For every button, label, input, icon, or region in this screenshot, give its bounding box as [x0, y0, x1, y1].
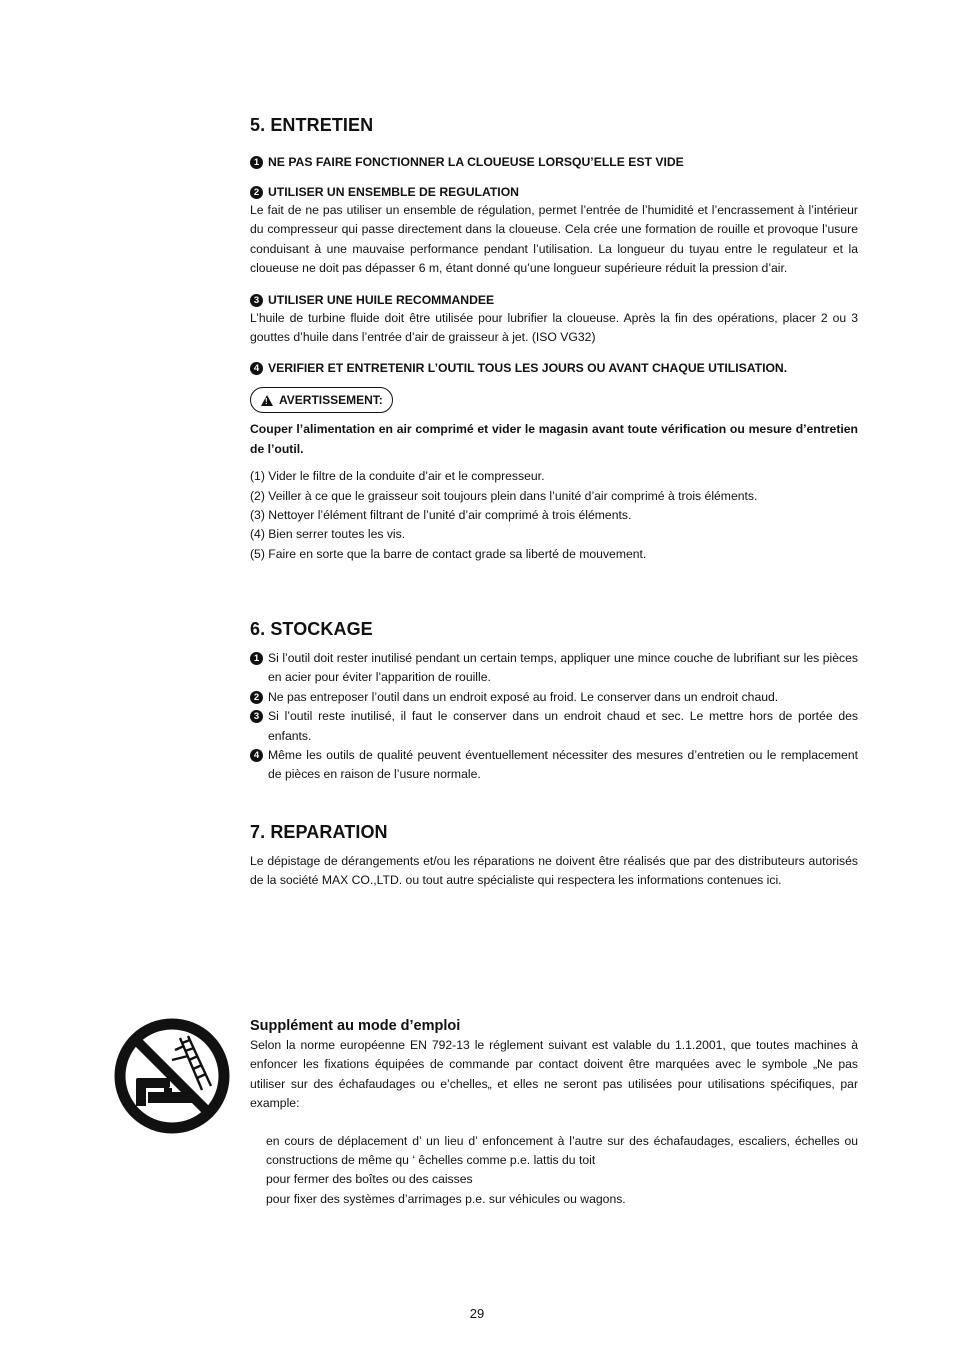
warning-text: Couper l’alimentation en air comprimé et vider le magasin avant toute vérification ou mesure d’entretien de l’outil. — [250, 422, 858, 456]
supplement-section — [250, 1017, 858, 1209]
section-title: 6. STOCKAGE — [250, 619, 373, 639]
entretien-item-1 — [250, 154, 858, 171]
list-item: (3) Nettoyer l’élément filtrant de l’unité d’air comprimé à trois éléments. — [250, 508, 632, 523]
item-text: Si l’outil reste inutilisé, il faut le conserver dans un endroit chaud et sec. Le mettre hors de portée des enfants. — [268, 709, 858, 743]
number-4-icon: 4 — [250, 749, 263, 762]
warning-label: AVERTISSEMENT: — [279, 393, 383, 408]
item-text: L’huile de turbine fluide doit être utilisée pour lubrifier la cloueuse. Après la fin des opérations, placer 2 ou 3 gouttes d’huile dans l’entrée d’air de graisseur à jet. (ISO VG32) — [250, 310, 858, 345]
reparation-text: Le dépistage de dérangements et/ou les réparations ne doivent être réalisés que par des distributeurs autorisés de la société MAX CO.,LTD. ou tout autre spécialiste qui respectera les informations contenues ici. — [250, 854, 858, 888]
entretien-item-4 — [250, 360, 858, 377]
number-3-icon: 3 — [250, 294, 263, 307]
section-title: 7. REPARATION — [250, 822, 388, 842]
list-item — [250, 688, 858, 707]
section-stockage — [250, 619, 858, 785]
number-1-icon: 1 — [250, 652, 263, 665]
example-item: pour fixer des systèmes d’arrimages p.e. sur véhicules ou wagons. — [266, 1191, 626, 1206]
example-item: pour fermer des boîtes ou des caisses — [266, 1172, 473, 1187]
section-entretien — [250, 115, 858, 564]
item-heading: UTILISER UNE HUILE RECOMMANDEE — [268, 292, 495, 307]
supplement-title: Supplément au mode d’emploi — [250, 1018, 461, 1034]
list-item: (1) Vider le filtre de la conduite d’air et le compresseur. — [250, 469, 545, 484]
warning-box — [250, 387, 858, 413]
warning-triangle-icon — [261, 395, 273, 406]
section-title: 5. ENTRETIEN — [250, 115, 374, 135]
item-heading: NE PAS FAIRE FONCTIONNER LA CLOUEUSE LORSQU’ELLE EST VIDE — [268, 155, 684, 169]
list-item: (4) Bien serrer toutes les vis. — [250, 527, 406, 542]
list-item — [250, 649, 858, 688]
section-reparation — [250, 822, 858, 891]
item-heading: UTILISER UN ENSEMBLE DE REGULATION — [268, 185, 519, 199]
list-item: (5) Faire en sorte que la barre de contact grade sa liberté de mouvement. — [250, 546, 647, 561]
list-item: (2) Veiller à ce que le graisseur soit toujours plein dans l’unité d’air comprimé à trois éléments. — [250, 488, 758, 503]
no-ladder-scaffold-sign-icon — [114, 1018, 230, 1134]
page-number: 29 — [469, 1306, 485, 1321]
item-text: Même les outils de qualité peuvent éventuellement nécessiter des mesures d’entretien ou le remplacement de pièces en raison de l’usure normale. — [268, 748, 858, 782]
item-heading: VERIFIER ET ENTRETENIR L’OUTIL TOUS LES JOURS OU AVANT CHAQUE UTILISATION. — [268, 361, 788, 376]
example-item: en cours de déplacement d’ un lieu d’ enfoncement à l’autre sur des échafaudages, escaliers, échelles ou constructions de même qu ‘ êchelles comme p.e. lattis du toit — [266, 1133, 858, 1168]
storage-list — [250, 649, 858, 785]
item-text: Si l’outil doit rester inutilisé pendant un certain temps, appliquer une mince couche de lubrifiant sur les pièces en acier pour éviter l’apparition de rouille. — [268, 651, 858, 685]
number-4-icon: 4 — [250, 362, 263, 375]
number-3-icon: 3 — [250, 710, 263, 723]
number-1-icon: 1 — [250, 156, 263, 169]
item-text: Le fait de ne pas utiliser un ensemble de régulation, permet l’entrée de l’humidité et l’encrassement à l’intérieur du compresseur qui passe directement dans la cloueuse. Cela crée une formation de rouille et provoque l’usure conduisant à une mauvaise performance pendant l’utilisation. La longueur du tuyau entre le regulateur et la cloueuse ne doit pas dépasser 6 m, étant donné qu’une longueur supérieure réduit la pression d’air. — [250, 203, 858, 276]
maintenance-steps — [250, 467, 858, 564]
list-item — [250, 707, 858, 746]
number-2-icon: 2 — [250, 691, 263, 704]
list-item — [250, 746, 858, 785]
entretien-item-2 — [250, 184, 858, 201]
item-text: Ne pas entreposer l’outil dans un endroit exposé au froid. Le conserver dans un endroit chaud. — [268, 689, 779, 704]
warning-badge — [250, 387, 393, 413]
entretien-item-3 — [250, 292, 858, 309]
supplement-text: Selon la norme européenne EN 792-13 le réglement suivant est valable du 1.1.2001, que toutes machines à enfoncer les fixations équipées de commande par contact doivent être marquées avec le symbole „Ne pas utiliser sur des échafaudages ou e’chelles„ et elles ne seront pas utilisées pour utilisations spécifiques, par example: — [250, 1038, 858, 1111]
number-2-icon: 2 — [250, 186, 263, 199]
